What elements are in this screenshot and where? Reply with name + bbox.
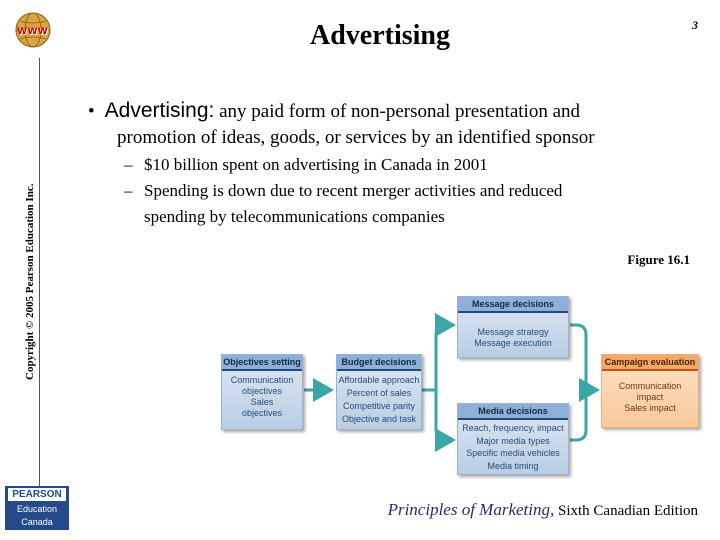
budget-decisions-title: Budget decisions xyxy=(337,355,421,371)
bullet-dot-icon: • xyxy=(88,101,95,122)
sub-bullet-1-text: $10 billion spent on advertising in Canada in 2001 xyxy=(144,155,488,174)
media-decisions-title: Media decisions xyxy=(458,404,568,420)
sub-bullet-2: – Spending is down due to recent merger activities and reduced xyxy=(124,181,563,200)
footer-citation xyxy=(388,500,698,520)
objectives-item: objectives xyxy=(241,386,283,396)
footer-book-title: Principles of Marketing, xyxy=(387,500,555,519)
sub-bullet-1: – $10 billion spent on advertising in Canada in 2001 xyxy=(124,155,488,174)
message-decisions-title: Message decisions xyxy=(458,297,568,313)
budget-item: Affordable approach xyxy=(338,375,420,385)
campaign-item: impact xyxy=(636,392,664,402)
objectives-item: objectives xyxy=(241,408,283,418)
budget-item: Objective and task xyxy=(341,414,417,424)
media-item: Media timing xyxy=(487,460,539,471)
objectives-setting-title: Objectives setting xyxy=(222,355,302,371)
footer-edition: Sixth Canadian Edition xyxy=(558,503,698,519)
bullet-definition-first: any paid form of non-personal presentation and xyxy=(219,101,581,122)
media-item: Major media types xyxy=(476,435,550,446)
campaign-evaluation-box xyxy=(601,354,699,428)
budget-decisions-box xyxy=(336,354,422,430)
pearson-logo-top: PEARSON xyxy=(8,488,66,501)
page-number: 3 xyxy=(692,18,698,32)
campaign-item: Communication xyxy=(618,381,682,391)
campaign-evaluation-title: Campaign evaluation xyxy=(602,355,698,371)
figure-label: Figure 16.1 xyxy=(627,252,690,267)
bullet-term: Advertising: xyxy=(104,99,215,122)
budget-item: Competitive parity xyxy=(342,401,416,411)
page-title: Advertising xyxy=(310,20,450,51)
message-decisions-box xyxy=(457,296,569,358)
arrow-split-to-message xyxy=(436,325,453,390)
arrow-split-to-media xyxy=(436,390,453,440)
arrow-media-to-merge xyxy=(570,390,586,440)
campaign-item: Sales impact xyxy=(624,403,676,413)
objectives-item: Sales xyxy=(250,397,274,407)
budget-item: Percent of sales xyxy=(346,388,412,398)
media-item: Reach, frequency, impact xyxy=(462,423,564,433)
pearson-logo-line2: Canada xyxy=(21,517,53,527)
pearson-logo xyxy=(5,486,69,530)
message-item: Message execution xyxy=(474,338,552,348)
message-item: Message strategy xyxy=(477,327,549,337)
copyright-notice: Copyright © 2005 Pearson Education Inc. xyxy=(24,183,36,380)
sub-bullet-2-cont: spending by telecommunications companies xyxy=(144,207,445,226)
pearson-logo-line1: Education xyxy=(16,504,58,514)
logo-text: www xyxy=(17,23,49,37)
bullet-definition-cont: promotion of ideas, goods, or services by an identified sponsor xyxy=(117,127,595,148)
objectives-setting-box xyxy=(221,354,303,430)
media-decisions-box xyxy=(457,403,569,475)
arrow-message-to-merge xyxy=(570,325,586,390)
media-item: Specific media vehicles xyxy=(466,448,560,458)
sub-bullet-2-text: Spending is down due to recent merger activities and reduced xyxy=(144,181,563,200)
objectives-item: Communication xyxy=(230,375,294,385)
